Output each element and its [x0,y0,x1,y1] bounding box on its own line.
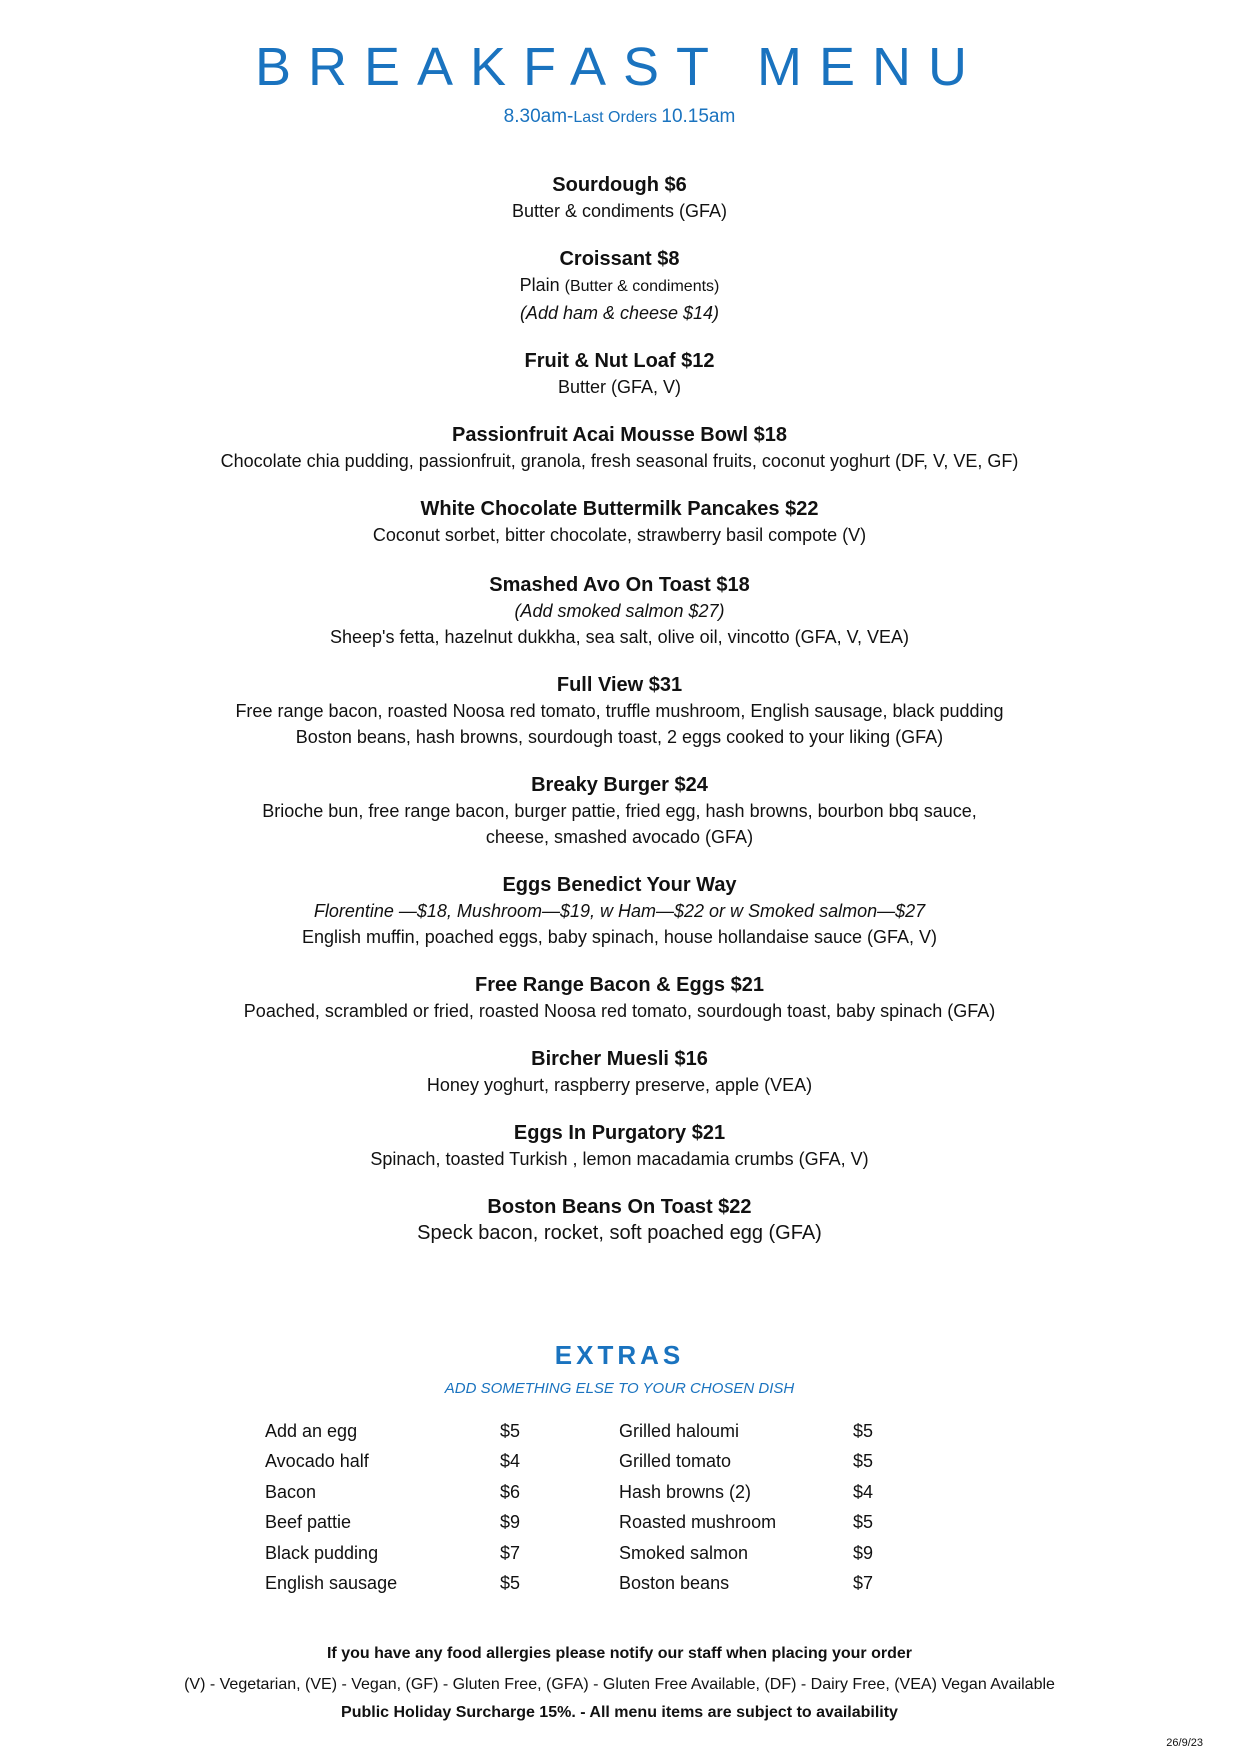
menu-item [0,772,1239,850]
extra-item-name: Add an egg [265,1421,358,1441]
menu-item-description [0,300,1239,326]
menu-item-description-text: Chocolate chia pudding, passionfruit, granola, fresh seasonal fruits, coconut yoghurt (DF, V, VE, GF) [220,451,1019,471]
menu-item [0,348,1239,400]
menu-item-description [0,624,1239,650]
menu-item [0,172,1239,224]
menu-item-description-text: Honey yoghurt, raspberry preserve, apple (VEA) [426,1075,813,1095]
extra-item-name: Grilled haloumi [619,1421,740,1441]
menu-item [0,246,1239,326]
extra-item-name: Boston beans [619,1573,730,1593]
menu-item-name: Breaky Burger $24 [531,774,708,796]
menu-item-name: Eggs Benedict Your Way [502,874,737,896]
menu-item-description-text: Poached, scrambled or fried, roasted Noosa red tomato, sourdough toast, baby spinach (GFA) [243,1001,996,1021]
menu-item-description [0,1146,1239,1172]
menu-item-name: Full View $31 [556,674,683,696]
menu-item-name: Free Range Bacon & Eggs $21 [475,974,764,996]
allergy-notice: If you have any food allergies please notify our staff when placing your order [326,1645,912,1662]
extra-item-price: $9 [853,1542,874,1563]
menu-item [0,496,1239,548]
extra-item-name: Hash browns (2) [619,1481,752,1502]
menu-item-description [0,798,1239,824]
hours-label: Last Orders [573,109,662,126]
menu-title: BREAKFAST MENU [254,37,985,97]
menu-item-name: Smashed Avo On Toast $18 [489,574,750,596]
menu-item-description-text: Sheep's fetta, hazelnut dukkha, sea salt, olive oil, vincotto (GFA, V, VEA) [329,627,910,647]
extra-item-price: $7 [500,1542,521,1563]
menu-item-description-text: (Add smoked salmon $27) [514,601,725,621]
menu-item-description-text: Coconut sorbet, bitter chocolate, strawberry basil compote (V) [372,525,867,545]
menu-item [0,1120,1239,1172]
menu-item-description [0,448,1239,474]
extra-item-price: $9 [500,1512,521,1533]
menu-item-description [0,724,1239,750]
menu-item-description [0,1072,1239,1098]
extra-item-price: $4 [500,1451,521,1472]
menu-item-description-text: Brioche bun, free range bacon, burger pattie, fried egg, hash browns, bourbon bbq sauce, [262,801,977,821]
menu-item-name: White Chocolate Buttermilk Pancakes $22 [420,498,819,520]
extra-item-name: English sausage [265,1573,398,1593]
menu-item-description [0,998,1239,1024]
menu-items [0,172,1239,1246]
menu-item-description [0,824,1239,850]
menu-item-description [0,198,1239,224]
menu-item-description-text: cheese, smashed avocado (GFA) [485,827,754,847]
menu-item-description [0,698,1239,724]
extras-title: EXTRAS [554,1340,685,1370]
menu-item-description-text: Plain [519,275,565,295]
menu-item-description [0,522,1239,548]
menu-item-description [0,374,1239,400]
dietary-legend: (V) - Vegetarian, (VE) - Vegan, (GF) - Gluten Free, (GFA) - Gluten Free Available, (DF) - Dairy Free, (VEA) Vegan Available [184,1676,1055,1693]
extra-item-name: Smoked salmon [619,1542,749,1563]
menu-item-description-note: (Butter & condiments) [564,278,720,295]
menu-item-description-text: Boston beans, hash browns, sourdough toast, 2 eggs cooked to your liking (GFA) [295,727,944,747]
extra-item-name: Bacon [265,1481,317,1502]
menu-item-description [0,898,1239,924]
menu-item-name: Eggs In Purgatory $21 [513,1122,726,1144]
extra-item-name: Black pudding [265,1542,379,1563]
menu-item-name: Croissant $8 [559,248,680,270]
menu-item-description-text: Florentine —$18, Mushroom—$19, w Ham—$22 or w Smoked salmon—$27 [313,901,926,921]
extra-item-name: Avocado half [265,1451,369,1472]
menu-item [0,872,1239,950]
menu-item [0,1046,1239,1098]
menu-item [0,672,1239,750]
menu-item-name: Fruit & Nut Loaf $12 [524,350,715,372]
menu-item-name: Sourdough $6 [552,174,687,196]
extra-item-price: $7 [853,1573,874,1593]
menu-item-name: Boston Beans On Toast $22 [487,1196,752,1218]
extra-item-price: $5 [500,1573,521,1593]
menu-item-description-text: Spinach, toasted Turkish , lemon macadamia crumbs (GFA, V) [370,1149,869,1169]
menu-item [0,422,1239,474]
menu-item-description [0,924,1239,950]
hours-start: 8.30am- [503,106,574,127]
menu-item-description [0,272,1239,300]
menu-item-name: Passionfruit Acai Mousse Bowl $18 [452,424,787,446]
extra-item-name: Grilled tomato [619,1451,732,1472]
extras-subtitle: ADD SOMETHING ELSE TO YOUR CHOSEN DISH [444,1380,795,1397]
extra-item-name: Beef pattie [265,1512,352,1533]
menu-item-description-text: (Add ham & cheese $14) [519,303,720,323]
menu-item-name: Bircher Muesli $16 [531,1048,708,1070]
menu-item [0,972,1239,1024]
surcharge-notice: Public Holiday Surcharge 15%. - All menu items are subject to availability [341,1704,898,1721]
menu-item-description-text: Butter (GFA, V) [557,377,682,397]
menu-item-description-text: Speck bacon, rocket, soft poached egg (GFA) [417,1222,822,1244]
extra-item-price: $6 [500,1481,521,1502]
service-hours [0,104,1239,131]
extra-item-price: $5 [853,1512,874,1533]
hours-end: 10.15am [661,106,736,127]
menu-item-description [0,598,1239,624]
menu-item-description-text: Free range bacon, roasted Noosa red tomato, truffle mushroom, English sausage, black pudding [235,701,1004,721]
menu-item [0,1194,1239,1246]
extra-item-name: Roasted mushroom [619,1512,777,1533]
menu-item-description [0,1220,1239,1246]
extra-item-price: $5 [500,1421,521,1441]
extra-item-price: $5 [853,1451,874,1472]
menu-item-description-text: English muffin, poached eggs, baby spinach, house hollandaise sauce (GFA, V) [301,927,938,947]
extra-item-price: $5 [853,1421,874,1441]
menu-item-description-text: Butter & condiments (GFA) [511,201,728,221]
extra-item-price: $4 [853,1481,874,1502]
menu-item [0,572,1239,650]
menu-date: 26/9/23 [1166,1737,1203,1749]
